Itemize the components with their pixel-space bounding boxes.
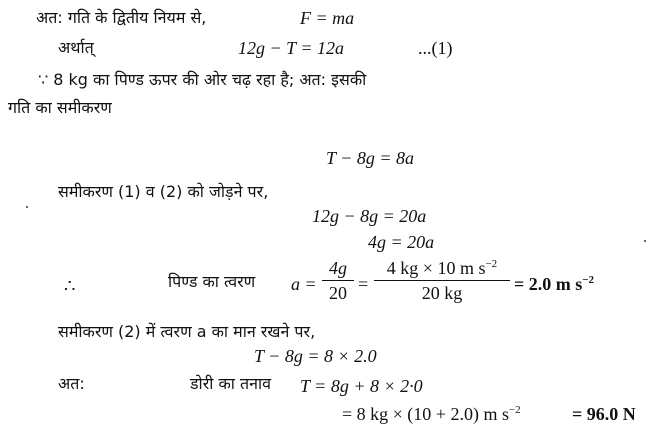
equation-1-number: ...(1) xyxy=(418,38,453,58)
fraction-2-bar xyxy=(374,280,510,281)
fraction-1-bar xyxy=(322,280,354,281)
arthat-label: अर्थात् xyxy=(58,38,94,57)
scan-speck xyxy=(26,206,28,208)
acceleration-result: = 2.0 m $s^{-2}$ xyxy=(514,274,595,294)
therefore-symbol: ∴ xyxy=(64,276,76,296)
tension-result: = 96.0 N xyxy=(572,404,636,424)
equation-tension-value: = 8 kg × (10 + 2.0) m $s^{-2}$ xyxy=(342,404,521,424)
fraction-4g-over-20 xyxy=(322,258,354,303)
equation-substituted: T − 8g = 8 × 2.0 xyxy=(254,346,377,366)
line-because-statement: ∵ 8 kg का पिण्ड ऊपर की ओर चढ़ रहा है; अत: इसकी xyxy=(38,70,367,89)
fraction-1-numerator: 4g xyxy=(329,258,347,278)
line-motion-equation-label: गति का समीकरण xyxy=(8,98,112,117)
line-substituting-acceleration: समीकरण (2) में त्वरण a का मान रखने पर, xyxy=(58,322,316,341)
equation-sum: 12g − 8g = 20a xyxy=(312,206,427,226)
line-second-law-intro xyxy=(36,8,206,28)
equation-1: 12g − T = 12a xyxy=(238,38,344,58)
fraction-1-denominator: 20 xyxy=(329,283,347,303)
line-adding-equations: समीकरण (1) व (2) को जोड़ने पर, xyxy=(58,182,269,201)
scan-speck xyxy=(644,240,646,242)
equation-f-ma: F = ma xyxy=(300,8,355,28)
acceleration-symbol: a = xyxy=(291,274,317,294)
fraction-2-denominator: 20 kg xyxy=(421,283,463,303)
fraction-numeric xyxy=(374,258,510,303)
equation-tension: T = 8g + 8 × 2·0 xyxy=(300,376,423,396)
tension-label: डोरी का तनाव xyxy=(190,374,272,393)
equals-sign: = xyxy=(358,274,369,294)
hence-label: अत: xyxy=(58,374,85,393)
equation-2: T − 8g = 8a xyxy=(326,148,414,168)
acceleration-label: पिण्ड का त्वरण xyxy=(168,272,256,291)
fraction-2-numerator: 4 kg × 10 m $s^{-2}$ xyxy=(386,258,498,278)
equation-4g: 4g = 20a xyxy=(368,232,435,252)
second-law-text: अत: गति के द्वितीय नियम से, xyxy=(36,8,207,27)
